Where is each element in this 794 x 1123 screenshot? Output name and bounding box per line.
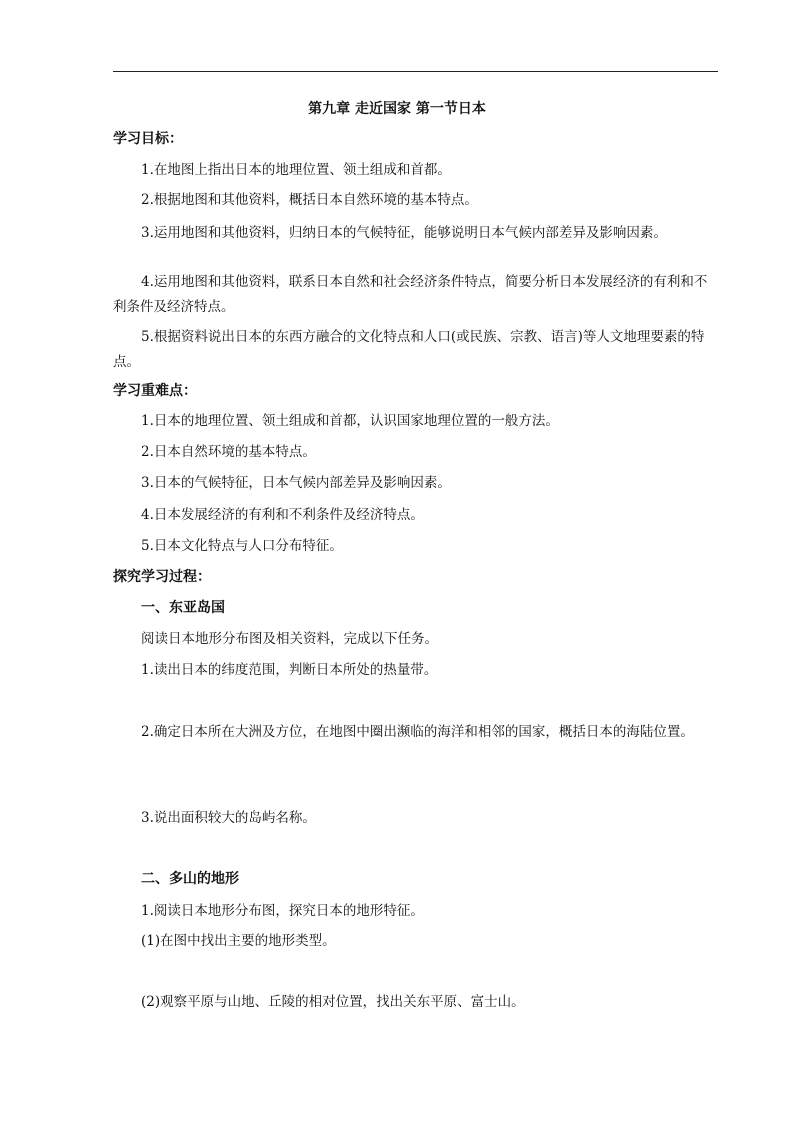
section-1-question-3: 3.说出面积较大的岛屿名称。 bbox=[141, 810, 316, 826]
header-rule bbox=[113, 71, 718, 72]
section-1-question-1: 1.读出日本的纬度范围，判断日本所处的热量带。 bbox=[141, 662, 438, 678]
section-2-heading: 二、多山的地形 bbox=[141, 871, 239, 887]
section-2-question-1b: (2)观察平原与山地、丘陵的相对位置，找出关东平原、富士山。 bbox=[141, 994, 525, 1010]
key-points-heading: 学习重难点： bbox=[113, 383, 197, 399]
key-point-item-4: 4.日本发展经济的有利和不利条件及经济特点。 bbox=[141, 507, 424, 523]
section-2-question-1: 1.阅读日本地形分布图，探究日本的地形特征。 bbox=[141, 903, 424, 919]
section-1-question-2: 2.确定日本所在大洲及方位，在地图中圈出濒临的海洋和相邻的国家，概括日本的海陆位置。 bbox=[141, 724, 694, 740]
section-1-heading: 一、东亚岛国 bbox=[141, 600, 225, 616]
goal-item-5: 5.根据资料说出日本的东西方融合的文化特点和人口(或民族、宗教、语言)等人文地理要素的特点。 bbox=[113, 329, 705, 370]
goals-heading: 学习目标： bbox=[113, 131, 183, 147]
goal-item-1: 1.在地图上指出日本的地理位置、领土组成和首都。 bbox=[141, 162, 451, 178]
goal-item-4: 4.运用地图和其他资料，联系日本自然和社会经济条件特点，简要分析日本发展经济的有利和不利条件及经济特点。 bbox=[113, 274, 708, 315]
goal-item-3: 3.运用地图和其他资料，归纳日本的气候特征，能够说明日本气候内部差异及影响因素。 bbox=[141, 225, 667, 241]
key-point-item-1: 1.日本的地理位置、领土组成和首都，认识国家地理位置的一般方法。 bbox=[141, 413, 559, 429]
key-point-item-2: 2.日本自然环境的基本特点。 bbox=[141, 444, 316, 460]
page-title: 第九章 走近国家 第一节日本 bbox=[308, 101, 486, 117]
key-point-item-5: 5.日本文化特点与人口分布特征。 bbox=[141, 538, 343, 554]
process-heading: 探究学习过程： bbox=[113, 569, 211, 585]
goal-item-2: 2.根据地图和其他资料，概括日本自然环境的基本特点。 bbox=[141, 192, 478, 208]
section-1-intro: 阅读日本地形分布图及相关资料，完成以下任务。 bbox=[141, 631, 438, 647]
key-point-item-3: 3.日本的气候特征，日本气候内部差异及影响因素。 bbox=[141, 475, 451, 491]
section-2-question-1a: (1)在图中找出主要的地形类型。 bbox=[141, 933, 336, 949]
